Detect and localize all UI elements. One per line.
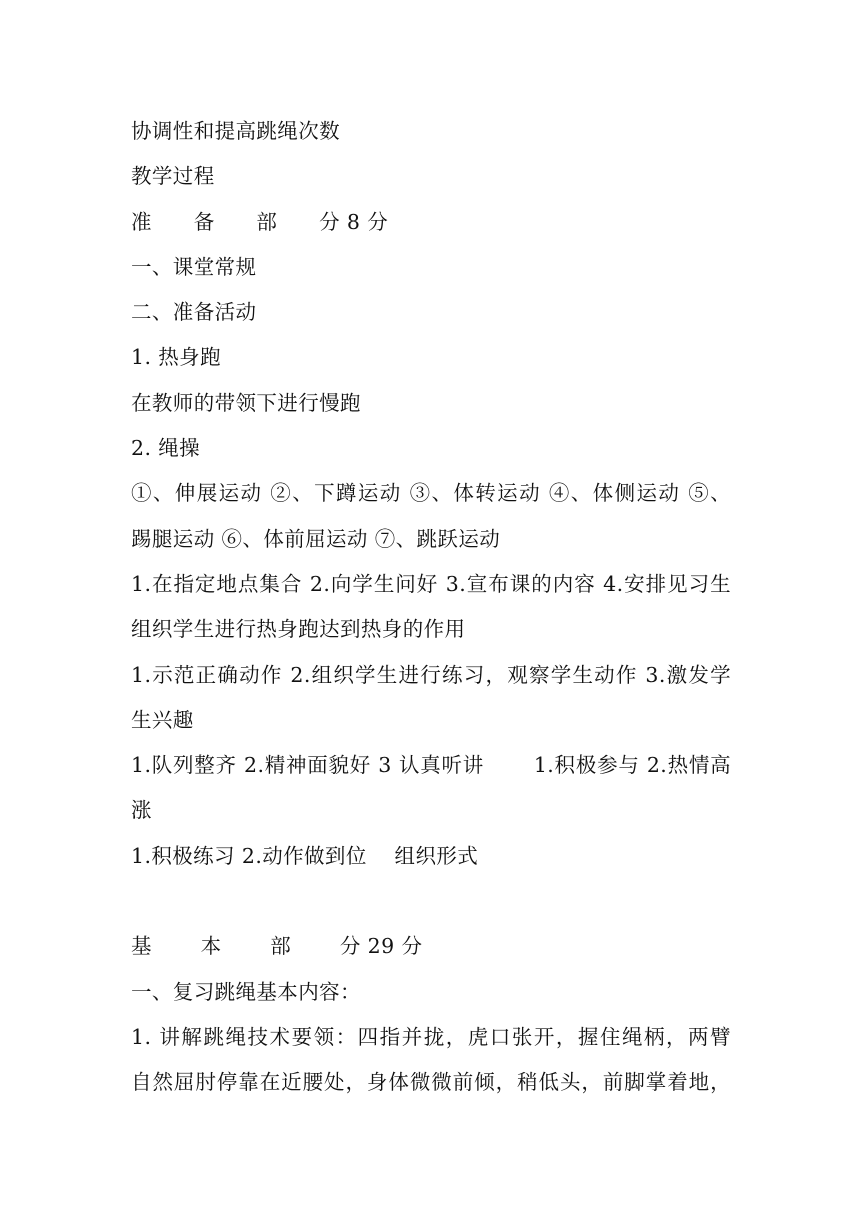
text-line: 自然屈肘停靠在近腰处，身体微微前倾，稍低头，前脚掌着地，: [131, 1070, 731, 1095]
text-line: 二、准备活动: [131, 300, 257, 325]
text-line: 踢腿运动 ⑥、体前屈运动 ⑦、跳跃运动: [131, 526, 501, 551]
text-line: ①、伸展运动 ②、下蹲运动 ③、体转运动 ④、体侧运动 ⑤、: [131, 481, 731, 506]
text-line: 1.在指定地点集合 2.向学生问好 3.宣布课的内容 4.安排见习生: [131, 571, 731, 596]
document-body: [131, 109, 731, 1106]
text-line: 2. 绳操: [131, 436, 201, 461]
text-line: 1.示范正确动作 2.组织学生进行练习，观察学生动作 3.激发学: [131, 662, 731, 687]
section-heading: 教学过程: [131, 164, 215, 189]
section-heading: 基 本 部 分 29 分: [131, 934, 423, 959]
text-line: 组织学生进行热身跑达到热身的作用: [131, 617, 466, 642]
text-line: 1.积极练习 2.动作做到位 组织形式: [131, 843, 479, 868]
text-line: 1. 讲解跳绳技术要领：四指并拢，虎口张开，握住绳柄，两臂: [131, 1024, 731, 1049]
text-line: 协调性和提高跳绳次数: [131, 119, 340, 143]
text-line: 一、课堂常规: [131, 254, 257, 279]
text-line: 1. 热身跑: [131, 345, 221, 370]
text-line: 1.队列整齐 2.精神面貌好 3 认真听讲 1.积极参与 2.热情高: [131, 753, 731, 778]
blank-line: [131, 879, 731, 924]
text-line: 生兴趣: [131, 707, 194, 732]
text-line: 在教师的带领下进行慢跑: [131, 390, 361, 415]
text-line: 一、复习跳绳基本内容：: [131, 979, 361, 1004]
text-line: 涨: [131, 798, 152, 823]
section-heading: 准 备 部 分 8 分: [131, 209, 389, 234]
